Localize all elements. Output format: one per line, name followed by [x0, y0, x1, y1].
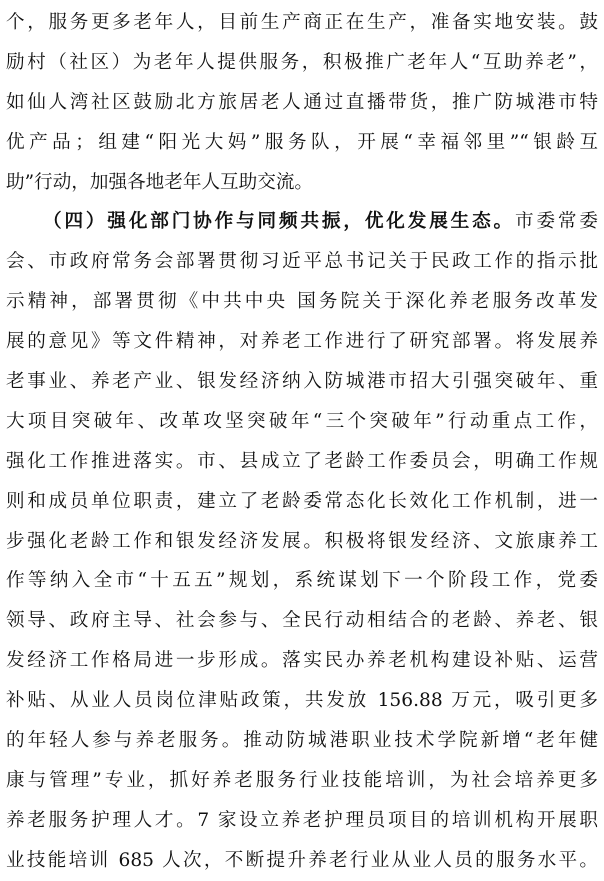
text-line: 领导、政府主导、社会参与、全民行动相结合的老龄、养老、银 [6, 610, 598, 632]
text-line: 业技能培训 685 人次，不断提升养老行业从业人员的服务水平。 [6, 849, 598, 871]
text-line: 发经济工作格局进一步形成。落实民办养老机构建设补贴、运营 [6, 650, 598, 672]
text-line: 大项目突破年、改革攻坚突破年“三个突破年”行动重点工作， [6, 410, 598, 432]
text-line: 个，服务更多老年人，目前生产商正在生产，准备实地安装。鼓 [6, 12, 598, 33]
text-line: 助”行动，加强各地老年人互助交流。 [6, 171, 314, 193]
text-line: 补贴、从业人员岗位津贴政策，共发放 156.88 万元，吸引更多 [6, 690, 598, 712]
text-line: 示精神，部署贯彻《中共中央 国务院关于深化养老服务改革发 [6, 291, 598, 313]
text-line: 老事业、养老产业、银发经济纳入防城港市招大引强突破年、重 [6, 371, 598, 393]
document-page [6, 3, 598, 881]
text-line: 优产品；组建“阳光大妈”服务队，开展“幸福邻里”“银龄互 [6, 131, 598, 153]
text-line: 如仙人湾社区鼓励北方旅居老人通过直播带货，推广防城港市特 [6, 91, 598, 113]
text-line: 养老服务护理人才。7 家设立养老护理员项目的培训机构开展职 [6, 809, 598, 831]
text-line: 会、市政府常务会部署贯彻习近平总书记关于民政工作的指示批 [6, 251, 598, 273]
text-line: 的年轻人参与养老服务。推动防城港职业技术学院新增“老年健 [6, 730, 598, 752]
section-heading-line [6, 202, 598, 242]
text-line: 步强化老龄工作和银发经济发展。积极将银发经济、文旅康养工 [6, 530, 598, 552]
text-line: 作等纳入全市“十五五”规划，系统谋划下一个阶段工作，党委 [6, 570, 598, 592]
text-line: 励村（社区）为老年人提供服务，积极推广老年人“互助养老”， [6, 51, 598, 73]
text-line: 强化工作推进落实。市、县成立了老龄工作委员会，明确工作规 [6, 450, 598, 472]
section-heading: （四）强化部门协作与同频共振，优化发展生态。 [43, 211, 516, 233]
text-line: 康与管理”专业，抓好养老服务行业技能培训，为社会培养更多 [6, 769, 598, 791]
text-line-continuation: 市委常委 [515, 211, 598, 233]
text-line: 展的意见》等文件精神，对养老工作进行了研究部署。将发展养 [6, 331, 598, 353]
text-line: 则和成员单位职责，建立了老龄委常态化长效化工作机制，进一 [6, 490, 598, 512]
